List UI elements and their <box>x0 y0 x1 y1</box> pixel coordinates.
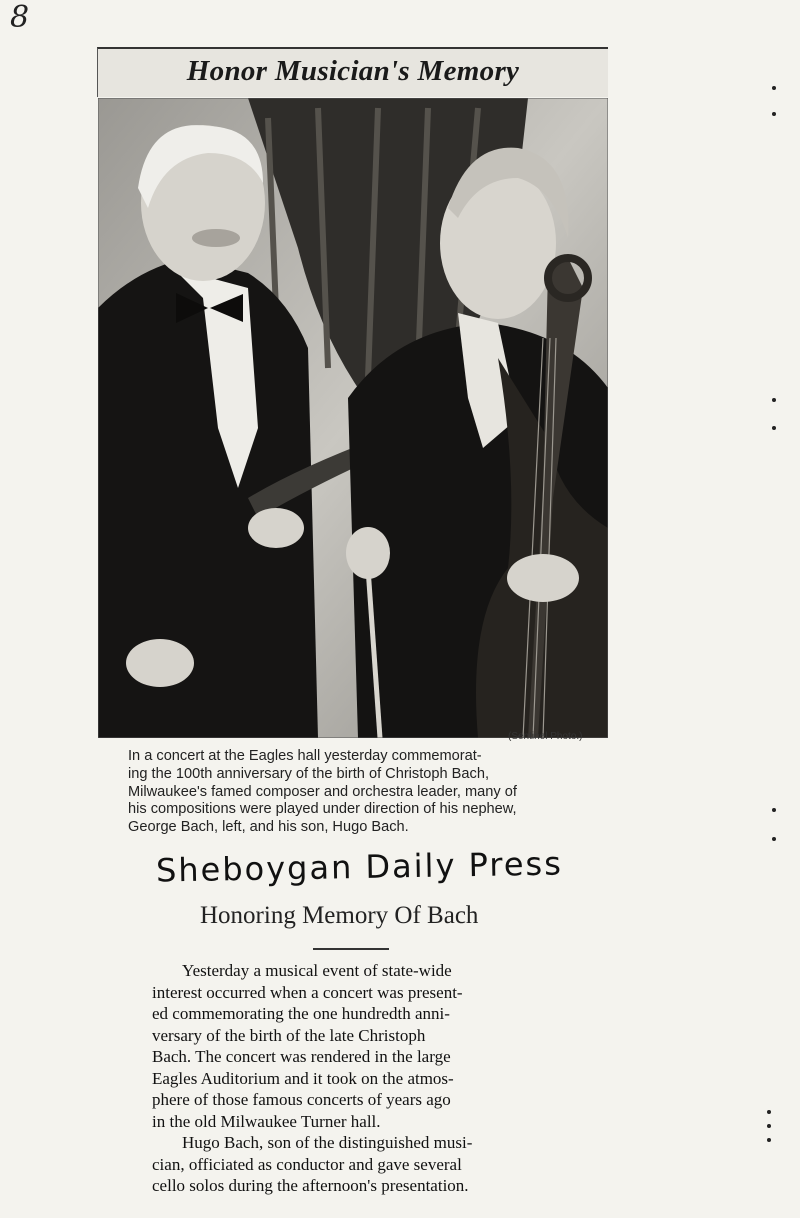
caption-line: In a concert at the Eagles hall yesterday commemorat- <box>128 748 482 764</box>
article-line: ed commemorating the one hundredth anni- <box>152 1004 450 1023</box>
article-line: Yesterday a musical event of state-wide <box>182 961 452 980</box>
margin-mark <box>767 1110 771 1114</box>
headline-divider <box>313 948 389 950</box>
caption-line: ing the 100th anniversary of the birth of Christoph Bach, <box>128 765 490 782</box>
margin-mark <box>772 808 776 812</box>
caption-line: George Bach, left, and his son, Hugo Bach. <box>128 819 409 836</box>
article-line: cian, officiated as conductor and gave several <box>152 1154 462 1174</box>
headline: Honor Musician's Memory <box>186 55 520 87</box>
margin-mark <box>772 112 776 116</box>
margin-mark <box>772 398 776 402</box>
article-line: in the old Milwaukee Turner hall. <box>152 1111 381 1131</box>
page-number: 8 <box>10 0 30 35</box>
article-line: versary of the birth of the late Christoph <box>152 1025 426 1045</box>
headline-banner <box>97 47 608 97</box>
article-line: interest occurred when a concert was present- <box>152 982 463 1002</box>
handwritten-source-note: Sheboygan Daily Press <box>155 844 564 890</box>
photo-credit: (Sentinel Photo.) <box>508 731 583 742</box>
article-line: Hugo Bach, son of the distinguished musi- <box>182 1133 473 1152</box>
caption-line: Milwaukee's famed composer and orchestra leader, many of <box>128 783 517 800</box>
margin-mark <box>772 426 776 430</box>
article-line: Eagles Auditorium and it took on the atmos- <box>152 1068 454 1088</box>
article-line: Bach. The concert was rendered in the large <box>152 1047 451 1066</box>
article-body <box>152 960 560 1197</box>
margin-mark <box>772 837 776 841</box>
margin-mark <box>772 86 776 90</box>
article-line: phere of those famous concerts of years ago <box>152 1090 451 1109</box>
margin-mark <box>767 1138 771 1142</box>
article-line: cello solos during the afternoon's presentation. <box>152 1176 469 1195</box>
caption-line: his compositions were played under direction of his nephew, <box>128 801 517 818</box>
news-photo <box>98 98 608 738</box>
photo-caption <box>128 748 608 837</box>
margin-mark <box>767 1124 771 1128</box>
article-headline: Honoring Memory Of Bach <box>200 902 479 929</box>
